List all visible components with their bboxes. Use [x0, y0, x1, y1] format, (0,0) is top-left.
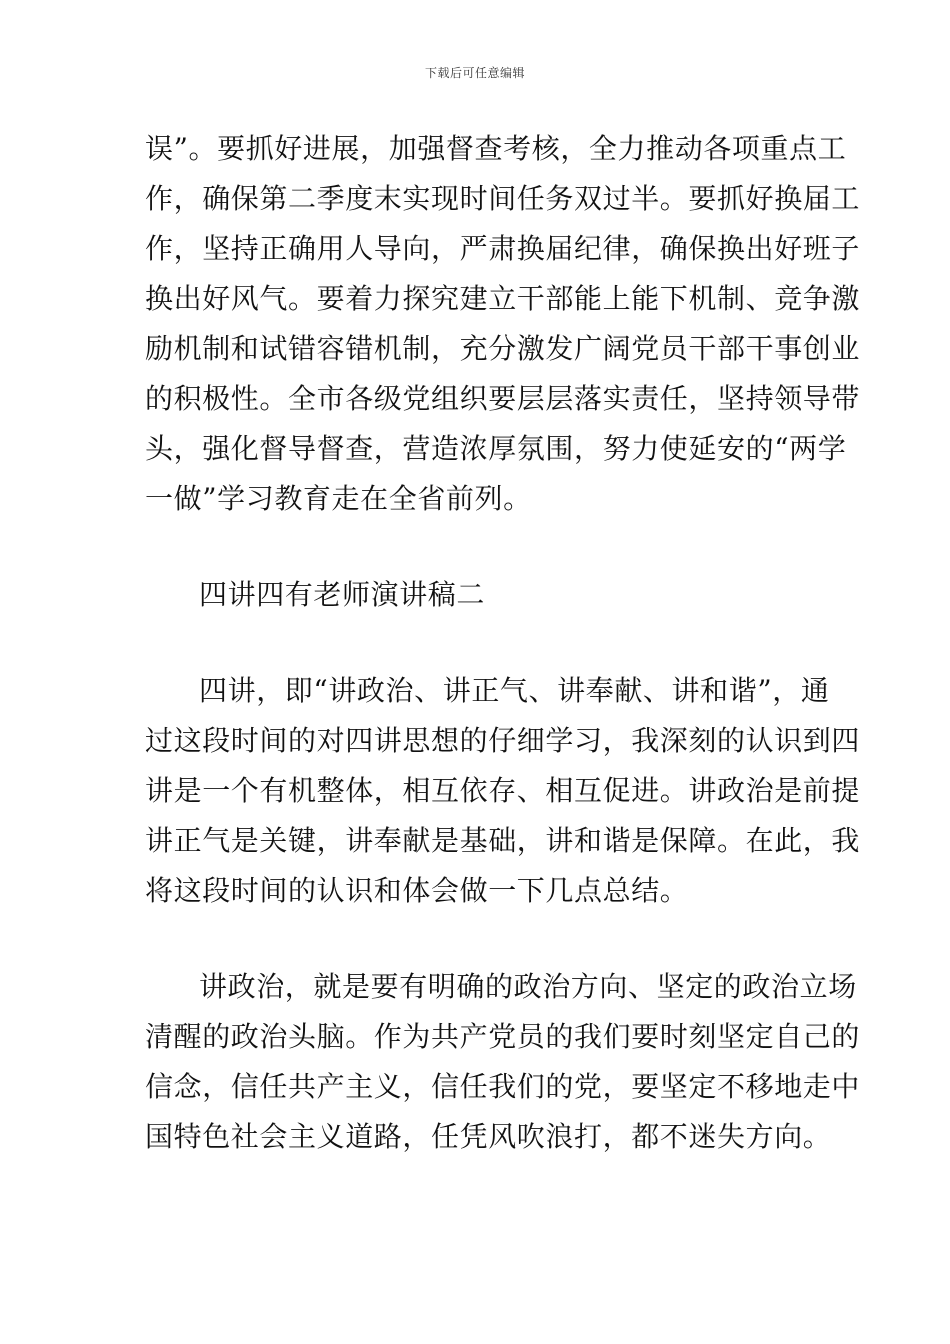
text-line: 讲政治，就是要有明确的政治方向、坚定的政治立场	[199, 970, 857, 1003]
text-line: 清醒的政治头脑。作为共产党员的我们要时刻坚定自己的	[145, 1020, 861, 1053]
text-line: 励机制和试错容错机制，充分激发广阔党员干部干事创业	[145, 332, 861, 365]
paragraph-gap	[145, 916, 805, 962]
text-line: 讲正气是关键，讲奉献是基础，讲和谐是保障。在此，我	[145, 824, 861, 857]
paragraph	[145, 666, 861, 916]
text-line: 信念，信任共产主义，信任我们的党，要坚定不移地走中	[145, 1070, 861, 1103]
text-line: 讲是一个有机整体，相互依存、相互促进。讲政治是前提	[145, 774, 861, 807]
text-line: 头，强化督导督查，营造浓厚氛围，努力使延安的“两学	[145, 432, 847, 465]
text-line: 作，确保第二季度末实现时间任务双过半。要抓好换届工	[145, 182, 861, 215]
text-line: 过这段时间的对四讲思想的仔细学习，我深刻的认识到四	[145, 724, 861, 757]
text-line: 的积极性。全市各级党组织要层层落实责任，坚持领导带	[145, 382, 861, 415]
text-line: 一做”学习教育走在全省前列。	[145, 482, 532, 515]
text-line: 作，坚持正确用人导向，严肃换届纪律，确保换出好班子	[145, 232, 861, 265]
text-line: 四讲，即“讲政治、讲正气、讲奉献、讲和谐”，通	[199, 674, 830, 707]
text-line: 换出好风气。要着力探究建立干部能上能下机制、竞争激	[145, 282, 861, 315]
paragraph-gap	[145, 620, 805, 666]
section-title: 四讲四有老师演讲稿二	[199, 578, 486, 611]
document-body	[145, 124, 861, 1162]
text-line: 将这段时间的认识和体会做一下几点总结。	[145, 874, 689, 907]
text-line: 国特色社会主义道路，任凭风吹浪打，都不迷失方向。	[145, 1120, 832, 1153]
page-header-note: 下载后可任意编辑	[424, 66, 525, 80]
paragraph-continuation	[145, 124, 861, 524]
paragraph-gap	[145, 524, 805, 570]
text-line: 误”。要抓好进展，加强督查考核，全力推动各项重点工	[145, 132, 847, 165]
paragraph	[145, 962, 861, 1162]
